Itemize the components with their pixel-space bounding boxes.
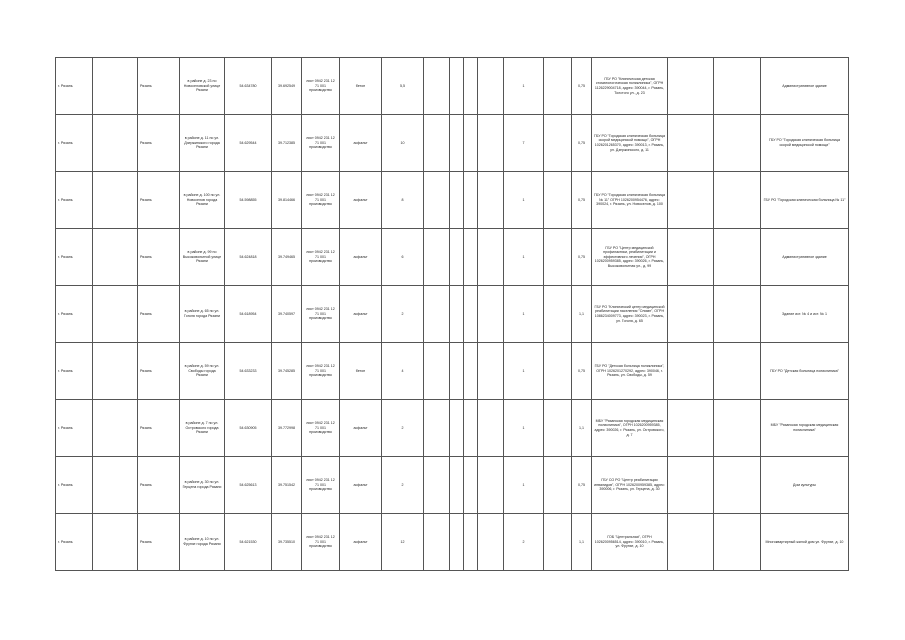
city-cell: г. Рязань — [56, 286, 93, 343]
empty-cell — [93, 400, 138, 457]
waste-sources-cell: МБУ "Рязанская городская медицинская поликлиника" — [761, 400, 849, 457]
latitude-cell: 54.625613 — [225, 457, 272, 514]
empty-cell — [464, 400, 478, 457]
location-cell: в районе д. 23 по Новоселовской улице Рязани — [180, 58, 225, 115]
latitude-cell: 54.618954 — [225, 286, 272, 343]
empty-cell — [544, 457, 572, 514]
longitude-cell: 39.712385 — [272, 115, 302, 172]
area-cell: 10 — [382, 115, 424, 172]
longitude-cell: 39.751542 — [272, 457, 302, 514]
waste-sources-cell: ГБУ РО "Городская клиническая больница скорой медицинской помощи" — [761, 115, 849, 172]
container-volume-cell: 0,75 — [572, 58, 592, 115]
table-row — [56, 286, 849, 343]
settlement-cell: Рязань — [138, 229, 180, 286]
owner-cell: ГБУ СО РО "Центр реабилитации инвалидов", ОГРН 1026200959385, адрес: 390006, г. Рязань, ул. Герцена, д. 30 — [592, 457, 668, 514]
latitude-cell: 54.634780 — [225, 58, 272, 115]
empty-cell — [464, 58, 478, 115]
owner-cell: ГБУ РО "Центр медицинской профилактики, реабилитации и эффективного лечения", ОГРН 1026200959385, адрес: 390026, г. Рязань, Высоковольтная ул., д. 99 — [592, 229, 668, 286]
empty-cell — [544, 172, 572, 229]
empty-cell — [544, 229, 572, 286]
empty-cell — [93, 286, 138, 343]
empty-cell — [93, 229, 138, 286]
waste-code-cell: лист 0942 231 12 71 001 производство — [302, 343, 340, 400]
empty-cell — [714, 229, 761, 286]
surface-type-cell: асфальт — [340, 172, 382, 229]
surface-type-cell: асфальт — [340, 457, 382, 514]
empty-cell — [478, 229, 504, 286]
surface-type-cell: асфальт — [340, 400, 382, 457]
longitude-cell: 39.749465 — [272, 229, 302, 286]
table-row — [56, 172, 849, 229]
empty-cell — [714, 115, 761, 172]
empty-cell — [544, 115, 572, 172]
container-volume-cell: 1,1 — [572, 400, 592, 457]
waste-code-cell: лист 0942 231 12 71 001 производство — [302, 286, 340, 343]
location-cell: в районе д. 65 по ул. Гоголя города Рязани — [180, 286, 225, 343]
settlement-cell: Рязань — [138, 457, 180, 514]
location-cell: в районе д. 59 по ул. Свободы города Рязани — [180, 343, 225, 400]
area-cell: 4 — [382, 343, 424, 400]
settlement-cell: Рязань — [138, 58, 180, 115]
city-cell: г. Рязань — [56, 58, 93, 115]
owner-cell: МБУ "Рязанская городская медицинская поликлиника", ОГРН 1026200959385, адрес: 390026, г. Рязань, ул. Островского, д. 7 — [592, 400, 668, 457]
empty-cell — [714, 514, 761, 571]
empty-cell — [93, 115, 138, 172]
waste-sources-cell: ГБУ РО "Городская клиническая больница № 11" — [761, 172, 849, 229]
empty-cell — [464, 115, 478, 172]
waste-sources-cell: Многоквартирный жилой дом ул. Фрунзе, д. 10 — [761, 514, 849, 571]
empty-cell — [424, 343, 450, 400]
city-cell: г. Рязань — [56, 229, 93, 286]
empty-cell — [93, 457, 138, 514]
table-row — [56, 343, 849, 400]
empty-cell — [464, 514, 478, 571]
empty-cell — [544, 400, 572, 457]
city-cell: г. Рязань — [56, 115, 93, 172]
empty-cell — [450, 229, 464, 286]
container-count-cell: 1 — [504, 400, 544, 457]
waste-sources-cell: Здание ист. № 4 и ист. № 1 — [761, 286, 849, 343]
empty-cell — [478, 514, 504, 571]
location-cell: в районе д. 10 по ул. Фрунзе города Рязани — [180, 514, 225, 571]
empty-cell — [424, 457, 450, 514]
latitude-cell: 54.598855 — [225, 172, 272, 229]
empty-cell — [478, 58, 504, 115]
empty-cell — [464, 229, 478, 286]
area-cell: 12 — [382, 514, 424, 571]
longitude-cell: 39.692549 — [272, 58, 302, 115]
empty-cell — [668, 286, 714, 343]
empty-cell — [450, 343, 464, 400]
empty-cell — [714, 457, 761, 514]
surface-type-cell: асфальт — [340, 514, 382, 571]
empty-cell — [668, 229, 714, 286]
area-cell: 8 — [382, 172, 424, 229]
waste-code-cell: лист 0942 231 12 71 001 производство — [302, 58, 340, 115]
empty-cell — [450, 286, 464, 343]
settlement-cell: Рязань — [138, 343, 180, 400]
container-volume-cell: 1,1 — [572, 514, 592, 571]
empty-cell — [714, 286, 761, 343]
empty-cell — [424, 514, 450, 571]
waste-code-cell: лист 0942 231 12 71 001 производство — [302, 457, 340, 514]
settlement-cell: Рязань — [138, 514, 180, 571]
empty-cell — [478, 457, 504, 514]
empty-cell — [714, 400, 761, 457]
waste-code-cell: лист 0942 231 12 71 001 производство — [302, 115, 340, 172]
waste-code-cell: лист 0942 231 12 71 001 производство — [302, 229, 340, 286]
empty-cell — [544, 514, 572, 571]
location-cell: в районе д. 99 по Высоковольтной улице Рязани — [180, 229, 225, 286]
table-row — [56, 514, 849, 571]
empty-cell — [93, 343, 138, 400]
city-cell: г. Рязань — [56, 172, 93, 229]
owner-cell: ГБУ РО "Клиническая детская стоматологическая поликлиника", ОГРН 1126229004718, адрес: 390044, г. Рязань, Толстого ул., д. 23 — [592, 58, 668, 115]
surface-type-cell: асфальт — [340, 286, 382, 343]
empty-cell — [464, 343, 478, 400]
empty-cell — [450, 172, 464, 229]
settlement-cell: Рязань — [138, 172, 180, 229]
empty-cell — [714, 172, 761, 229]
container-volume-cell: 0,75 — [572, 115, 592, 172]
longitude-cell: 39.745285 — [272, 343, 302, 400]
empty-cell — [478, 400, 504, 457]
empty-cell — [93, 172, 138, 229]
empty-cell — [424, 115, 450, 172]
empty-cell — [464, 286, 478, 343]
table-row — [56, 229, 849, 286]
owner-cell: ГБУ РО "Детская больница поликлиника", ОГРН 1026201270292, адрес: 390046, г. Рязань, ул. Свободы, д. 59 — [592, 343, 668, 400]
empty-cell — [668, 400, 714, 457]
waste-sources-cell: ГБУ РО "Детская больница поликлиника" — [761, 343, 849, 400]
owner-cell: ГБУ РО "Городская клиническая больница № 11" ОГРН 1026200954476, адрес: 390024, г. Рязань, ул. Новоселов, д. 100 — [592, 172, 668, 229]
latitude-cell: 54.621530 — [225, 514, 272, 571]
longitude-cell: 39.740597 — [272, 286, 302, 343]
surface-type-cell: бетон — [340, 58, 382, 115]
container-count-cell: 1 — [504, 457, 544, 514]
area-cell: 5,5 — [382, 58, 424, 115]
empty-cell — [424, 286, 450, 343]
empty-cell — [668, 457, 714, 514]
area-cell: 2 — [382, 457, 424, 514]
longitude-cell: 39.735510 — [272, 514, 302, 571]
empty-cell — [424, 400, 450, 457]
longitude-cell: 39.772998 — [272, 400, 302, 457]
empty-cell — [668, 514, 714, 571]
latitude-cell: 54.633233 — [225, 343, 272, 400]
location-cell: в районе д. 100 по ул. Новоселов города Рязани — [180, 172, 225, 229]
waste-sources-cell: Административное здание — [761, 58, 849, 115]
waste-sources-cell: Административное здание — [761, 229, 849, 286]
empty-cell — [424, 172, 450, 229]
container-count-cell: 7 — [504, 115, 544, 172]
empty-cell — [478, 286, 504, 343]
container-volume-cell: 1,1 — [572, 286, 592, 343]
empty-cell — [714, 58, 761, 115]
table-row — [56, 115, 849, 172]
longitude-cell: 39.814466 — [272, 172, 302, 229]
empty-cell — [450, 400, 464, 457]
container-count-cell: 1 — [504, 286, 544, 343]
empty-cell — [714, 343, 761, 400]
container-volume-cell: 0,75 — [572, 172, 592, 229]
empty-cell — [544, 343, 572, 400]
empty-cell — [478, 172, 504, 229]
location-cell: в районе д. 30 по ул. Герцена города Рязани — [180, 457, 225, 514]
location-cell: в районе д. 11 по ул. Дзержинского города Рязани — [180, 115, 225, 172]
empty-cell — [478, 115, 504, 172]
area-cell: 2 — [382, 400, 424, 457]
container-volume-cell: 0,75 — [572, 457, 592, 514]
owner-cell: ГБУ РО "Городская клиническая больница скорой медицинской помощи", ОГРН 1026201265370, адрес: 390013, г. Рязань, ул. Дзержинского, д. 11 — [592, 115, 668, 172]
empty-cell — [450, 115, 464, 172]
empty-cell — [544, 58, 572, 115]
empty-cell — [544, 286, 572, 343]
empty-cell — [424, 58, 450, 115]
latitude-cell: 54.629544 — [225, 115, 272, 172]
waste-code-cell: лист 0942 231 12 71 001 производство — [302, 400, 340, 457]
owner-cell: ГОБ "Центральная", ОГРН 1026200956514, адрес: 390010, г. Рязань, ул. Фрунзе, д. 10 — [592, 514, 668, 571]
empty-cell — [450, 457, 464, 514]
settlement-cell: Рязань — [138, 400, 180, 457]
city-cell: г. Рязань — [56, 457, 93, 514]
latitude-cell: 54.630905 — [225, 400, 272, 457]
container-count-cell: 1 — [504, 172, 544, 229]
empty-cell — [464, 172, 478, 229]
container-count-cell: 1 — [504, 343, 544, 400]
waste-sources-cell: Дом культуры — [761, 457, 849, 514]
area-cell: 2 — [382, 286, 424, 343]
area-cell: 6 — [382, 229, 424, 286]
surface-type-cell: асфальт — [340, 115, 382, 172]
empty-cell — [668, 172, 714, 229]
city-cell: г. Рязань — [56, 343, 93, 400]
table-row — [56, 400, 849, 457]
empty-cell — [464, 457, 478, 514]
empty-cell — [93, 58, 138, 115]
empty-cell — [478, 343, 504, 400]
waste-code-cell: лист 0942 231 12 71 001 производство — [302, 514, 340, 571]
container-count-cell: 1 — [504, 58, 544, 115]
empty-cell — [450, 58, 464, 115]
surface-type-cell: асфальт — [340, 229, 382, 286]
city-cell: г. Рязань — [56, 514, 93, 571]
empty-cell — [93, 514, 138, 571]
empty-cell — [668, 115, 714, 172]
waste-code-cell: лист 0942 231 12 71 001 производство — [302, 172, 340, 229]
city-cell: г. Рязань — [56, 400, 93, 457]
table-row — [56, 457, 849, 514]
container-volume-cell: 0,75 — [572, 229, 592, 286]
waste-sites-table — [55, 57, 849, 571]
latitude-cell: 54.624818 — [225, 229, 272, 286]
surface-type-cell: бетон — [340, 343, 382, 400]
empty-cell — [424, 229, 450, 286]
location-cell: в районе д. 7 по ул. Островского города Рязани — [180, 400, 225, 457]
container-count-cell: 2 — [504, 514, 544, 571]
owner-cell: ГБУ РО "Клинический центр медицинской реабилитации населения "Олимп", ОГРН 1086234009773, адрес: 390023, г. Рязань, ул. Гоголя, д. 65 — [592, 286, 668, 343]
container-volume-cell: 0,75 — [572, 343, 592, 400]
settlement-cell: Рязань — [138, 115, 180, 172]
settlement-cell: Рязань — [138, 286, 180, 343]
empty-cell — [668, 343, 714, 400]
table-row — [56, 58, 849, 115]
empty-cell — [450, 514, 464, 571]
empty-cell — [668, 58, 714, 115]
container-count-cell: 1 — [504, 229, 544, 286]
